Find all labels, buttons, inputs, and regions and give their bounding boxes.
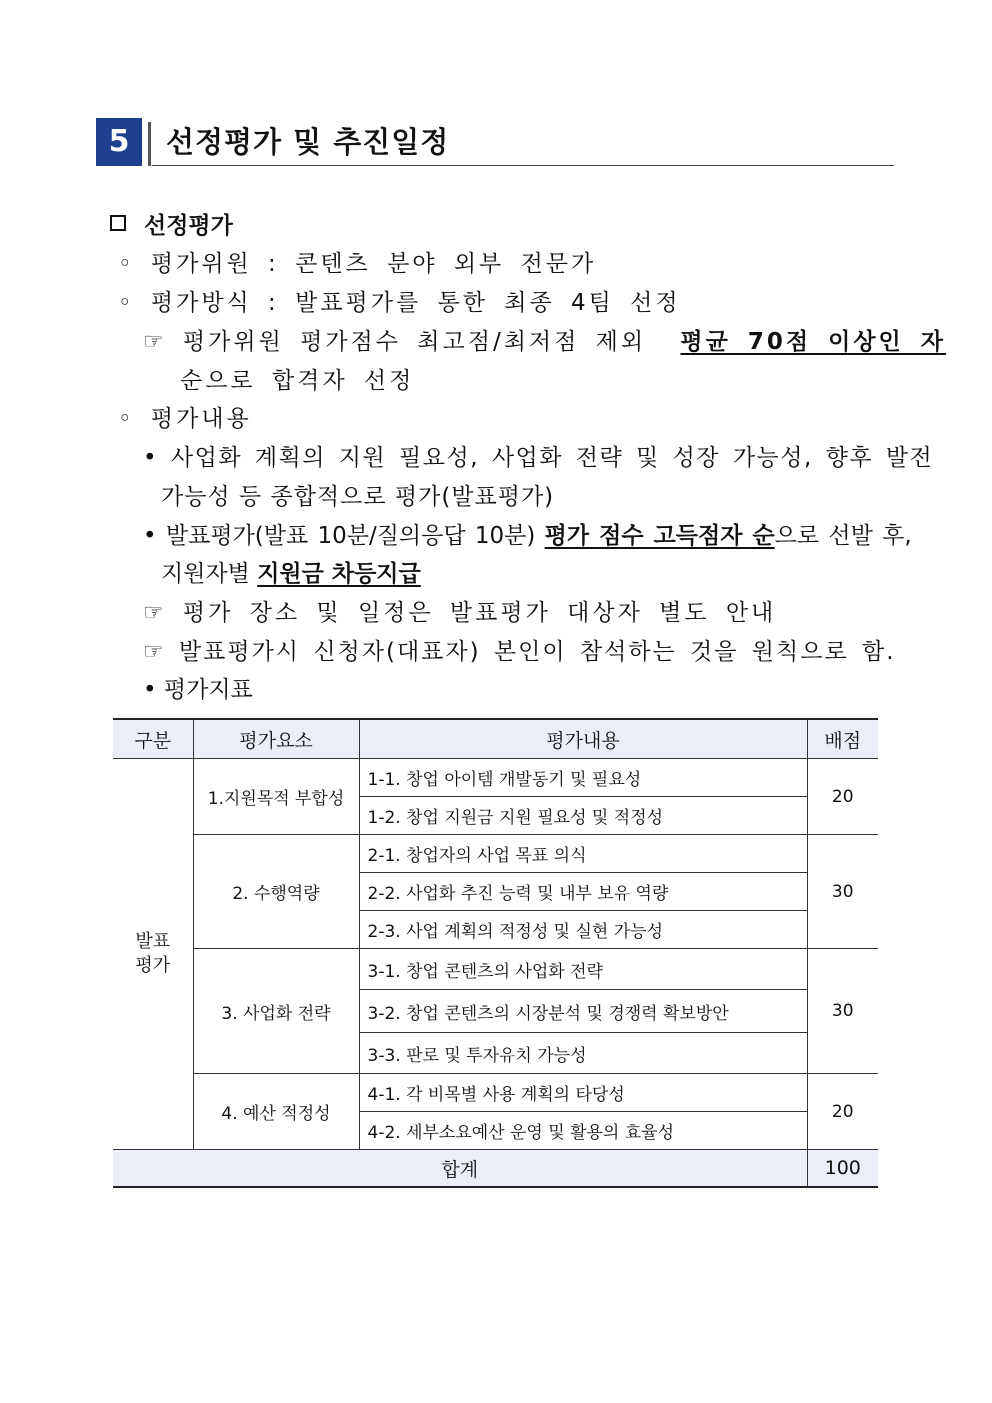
note1-line bbox=[143, 325, 946, 359]
score-cell: 30 bbox=[807, 835, 878, 949]
content-cell: 2-3. 사업 계획의 적정성 및 실현 가능성 bbox=[359, 911, 807, 949]
bullet2-emphasis: 평가 점수 고득점자 순 bbox=[544, 523, 775, 549]
table-row bbox=[113, 759, 878, 797]
content-cell: 2-2. 사업화 추진 능력 및 내부 보유 역량 bbox=[359, 873, 807, 911]
note1-text: ☞ 평가위원 평가점수 최고점/최저점 제외 bbox=[143, 329, 663, 355]
bullet3-line: • 평가지표 bbox=[143, 677, 253, 703]
note3-line: ☞ 발표평가시 신청자(대표자) 본인이 참석하는 것을 원칙으로 함. bbox=[143, 639, 896, 665]
table-header-row bbox=[113, 719, 878, 759]
table-row bbox=[113, 1074, 878, 1112]
bullet2-line1 bbox=[143, 519, 912, 553]
bullet1-line2: 가능성 등 종합적으로 평가(발표평가) bbox=[161, 484, 555, 510]
section-header bbox=[96, 118, 894, 166]
score-cell: 20 bbox=[807, 759, 878, 835]
element-cell: 2. 수행역량 bbox=[193, 835, 359, 949]
score-cell: 30 bbox=[807, 949, 878, 1074]
content-cell: 2-1. 창업자의 사업 목표 의식 bbox=[359, 835, 807, 873]
header-element: 평가요소 bbox=[193, 719, 359, 759]
content-label: ◦ 평가내용 bbox=[118, 406, 252, 432]
content-cell: 3-2. 창업 콘텐츠의 시장분석 및 경쟁력 확보방안 bbox=[359, 990, 807, 1033]
bullet2-line2 bbox=[161, 557, 421, 591]
total-score: 100 bbox=[807, 1150, 878, 1188]
evaluation-table bbox=[113, 718, 878, 1188]
category-cell: 발표 평가 bbox=[113, 759, 193, 1150]
heading-text: 선정평가 bbox=[144, 213, 233, 239]
bullet1-line1: • 사업화 계획의 지원 필요성, 사업화 전략 및 성장 가능성, 향후 발전 bbox=[143, 445, 934, 471]
element-cell: 3. 사업화 전략 bbox=[193, 949, 359, 1074]
header-divider bbox=[148, 122, 151, 166]
total-row bbox=[113, 1150, 878, 1188]
table-row bbox=[113, 949, 878, 990]
content-cell: 3-3. 판로 및 투자유치 가능성 bbox=[359, 1033, 807, 1074]
total-label: 합계 bbox=[113, 1150, 807, 1188]
section-title: 선정평가 및 추진일정 bbox=[166, 125, 450, 159]
score-cell: 20 bbox=[807, 1074, 878, 1150]
content-cell: 1-1. 창업 아이템 개발동기 및 필요성 bbox=[359, 759, 807, 797]
content-cell: 4-2. 세부소요예산 운영 및 활용의 효율성 bbox=[359, 1112, 807, 1150]
header-category: 구분 bbox=[113, 719, 193, 759]
note2-line: ☞ 평가 장소 및 일정은 발표평가 대상자 별도 안내 bbox=[143, 600, 777, 626]
element-cell: 4. 예산 적정성 bbox=[193, 1074, 359, 1150]
note1-continuation: 순으로 합격자 선정 bbox=[180, 368, 415, 394]
note1-emphasis: 평균 70점 이상인 자 bbox=[680, 329, 946, 355]
header-score: 배점 bbox=[807, 719, 878, 759]
content-cell: 3-1. 창업 콘텐츠의 사업화 전략 bbox=[359, 949, 807, 990]
bullet2-text: • 발표평가(발표 10분/질의응답 10분) bbox=[143, 523, 545, 549]
bullet2-suffix: 으로 선발 후, bbox=[774, 523, 912, 549]
content-cell: 4-1. 각 비목별 사용 계획의 타당성 bbox=[359, 1074, 807, 1112]
committee-line: ◦ 평가위원 : 콘텐츠 분야 외부 전문가 bbox=[118, 251, 597, 277]
bullet2-line2-text: 지원자별 bbox=[161, 561, 258, 587]
method-line: ◦ 평가방식 : 발표평가를 통한 최종 4팀 선정 bbox=[118, 290, 681, 316]
table-row bbox=[113, 835, 878, 873]
element-cell: 1.지원목적 부합성 bbox=[193, 759, 359, 835]
heading-line bbox=[110, 209, 233, 243]
checkbox-square-icon bbox=[110, 215, 126, 231]
header-content: 평가내용 bbox=[359, 719, 807, 759]
bullet2-line2-emphasis: 지원금 차등지급 bbox=[257, 561, 421, 587]
content-cell: 1-2. 창업 지원금 지원 필요성 및 적정성 bbox=[359, 797, 807, 835]
header-underline bbox=[152, 165, 894, 166]
section-number: 5 bbox=[96, 118, 142, 166]
